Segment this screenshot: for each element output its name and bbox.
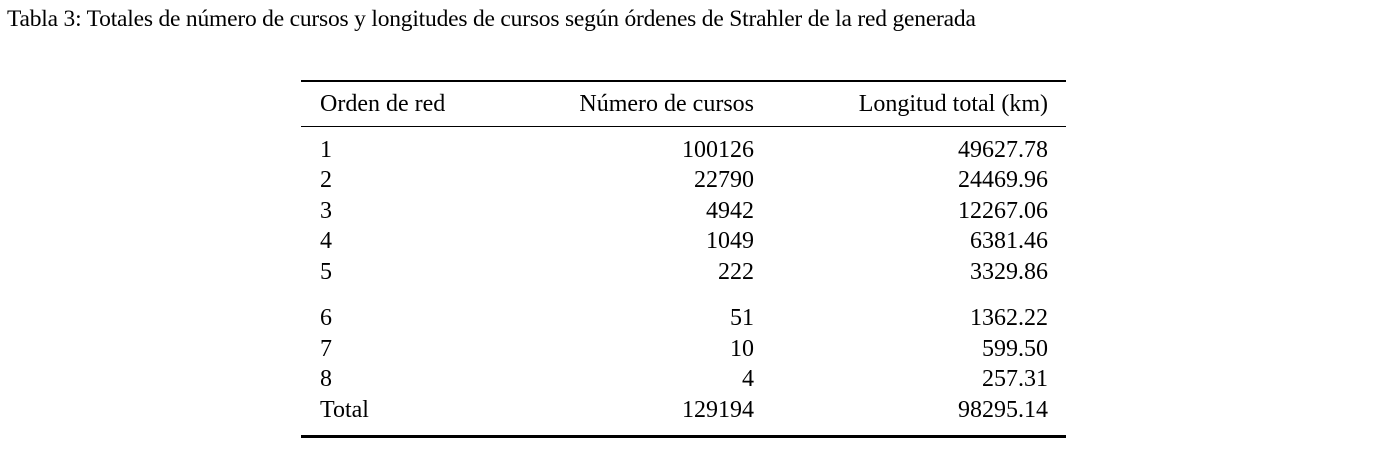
table-cell: 51 <box>730 305 754 331</box>
table-cell: 12267.06 <box>958 198 1048 224</box>
table-cell: 1362.22 <box>970 305 1048 331</box>
table-cell: 6 <box>320 305 332 331</box>
table-cell: 1049 <box>706 228 754 254</box>
table-cell: 2 <box>320 167 332 193</box>
table-cell: 6381.46 <box>970 228 1048 254</box>
table-cell: 8 <box>320 366 332 392</box>
table-cell: 49627.78 <box>958 137 1048 163</box>
header-longitud: Longitud total (km) <box>858 91 1048 117</box>
table-cell: 4942 <box>706 198 754 224</box>
table-cell: 1 <box>320 137 332 163</box>
table-cell: 24469.96 <box>958 167 1048 193</box>
header-numero: Número de cursos <box>579 91 754 117</box>
table-cell: 3329.86 <box>970 259 1048 285</box>
table-cell: 7 <box>320 336 332 362</box>
table-cell: 22790 <box>694 167 754 193</box>
table-cell: 4 <box>320 228 332 254</box>
table-header-rule <box>301 126 1066 127</box>
table-cell: 3 <box>320 198 332 224</box>
table-top-rule <box>301 80 1066 82</box>
table-cell: 10 <box>730 336 754 362</box>
table-cell: 222 <box>718 259 754 285</box>
table-cell: 599.50 <box>982 336 1048 362</box>
total-label: Total <box>320 397 369 423</box>
header-orden: Orden de red <box>320 91 446 117</box>
table-cell: 100126 <box>682 137 754 163</box>
table-cell: 257.31 <box>982 366 1048 392</box>
table-cell: 4 <box>742 366 754 392</box>
table-caption: Tabla 3: Totales de número de cursos y longitudes de cursos según órdenes de Strahler de la red generada <box>7 6 976 32</box>
table-bottom-rule <box>301 435 1066 438</box>
total-length: 98295.14 <box>958 397 1048 423</box>
total-count: 129194 <box>682 397 754 423</box>
table-cell: 5 <box>320 259 332 285</box>
